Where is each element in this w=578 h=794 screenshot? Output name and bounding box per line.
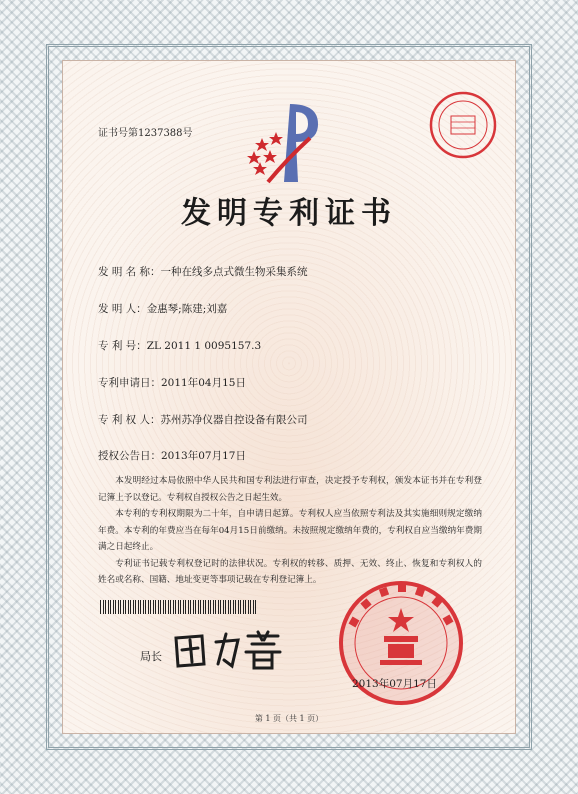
certificate-body — [98, 473, 482, 589]
filing-date-label: 专利申请日： — [98, 377, 161, 389]
small-red-seal-icon — [428, 90, 498, 160]
inventor-row — [98, 301, 227, 316]
seal-date: 2013年07月17日 — [352, 678, 437, 690]
grant-date-value: 2013年07月17日 — [161, 450, 246, 462]
patentee-value: 苏州苏净仪器自控设备有限公司 — [160, 414, 308, 426]
invention-name-label: 发 明 名 称： — [98, 266, 161, 278]
sipo-logo-icon — [238, 98, 338, 188]
patent-number-value: ZL 2011 1 0095157.3 — [146, 340, 262, 352]
certificate-number: 证书号第1237388号 — [98, 128, 193, 139]
director-label: 局长 — [140, 650, 162, 663]
body-paragraph: 本发明经过本局依照中华人民共和国专利法进行审查，决定授予专利权，颁发本证书并在专利登记簿上予以登记。专利权自授权公告之日起生效。 — [98, 476, 482, 503]
patentee-row — [98, 412, 308, 427]
filing-date-row — [98, 375, 246, 390]
body-paragraph: 专利证书记载专利权登记时的法律状况。专利权的转移、质押、无效、终止、恢复和专利权人的姓名或名称、国籍、地址变更等事项记载在专利登记簿上。 — [98, 558, 482, 585]
certificate-title: 发明专利证书 — [181, 196, 397, 231]
inventor-label: 发 明 人： — [98, 303, 147, 315]
patentee-label: 专 利 权 人： — [98, 414, 161, 426]
body-paragraph: 本专利的专利权期限为二十年，自申请日起算。专利权人应当依照专利法及其实施细则规定缴纳年费。本专利的年费应当在每年04月15日前缴纳。未按照规定缴纳年费的，专利权自应当缴纳年费期满之日起终止。 — [98, 509, 482, 552]
grant-date-row — [98, 448, 246, 463]
grant-date-label: 授权公告日： — [98, 450, 161, 462]
filing-date-value: 2011年04月15日 — [161, 377, 246, 389]
invention-name-row — [98, 264, 308, 279]
inventor-value: 金惠琴;陈建;刘嘉 — [146, 303, 228, 315]
invention-name-value: 一种在线多点式微生物采集系统 — [160, 266, 308, 278]
patent-number-row — [98, 338, 261, 353]
director-signature-icon — [168, 628, 288, 672]
barcode — [100, 600, 258, 614]
page-info: 第 1 页（共 1 页） — [254, 714, 324, 723]
patent-number-label: 专 利 号： — [98, 340, 147, 352]
